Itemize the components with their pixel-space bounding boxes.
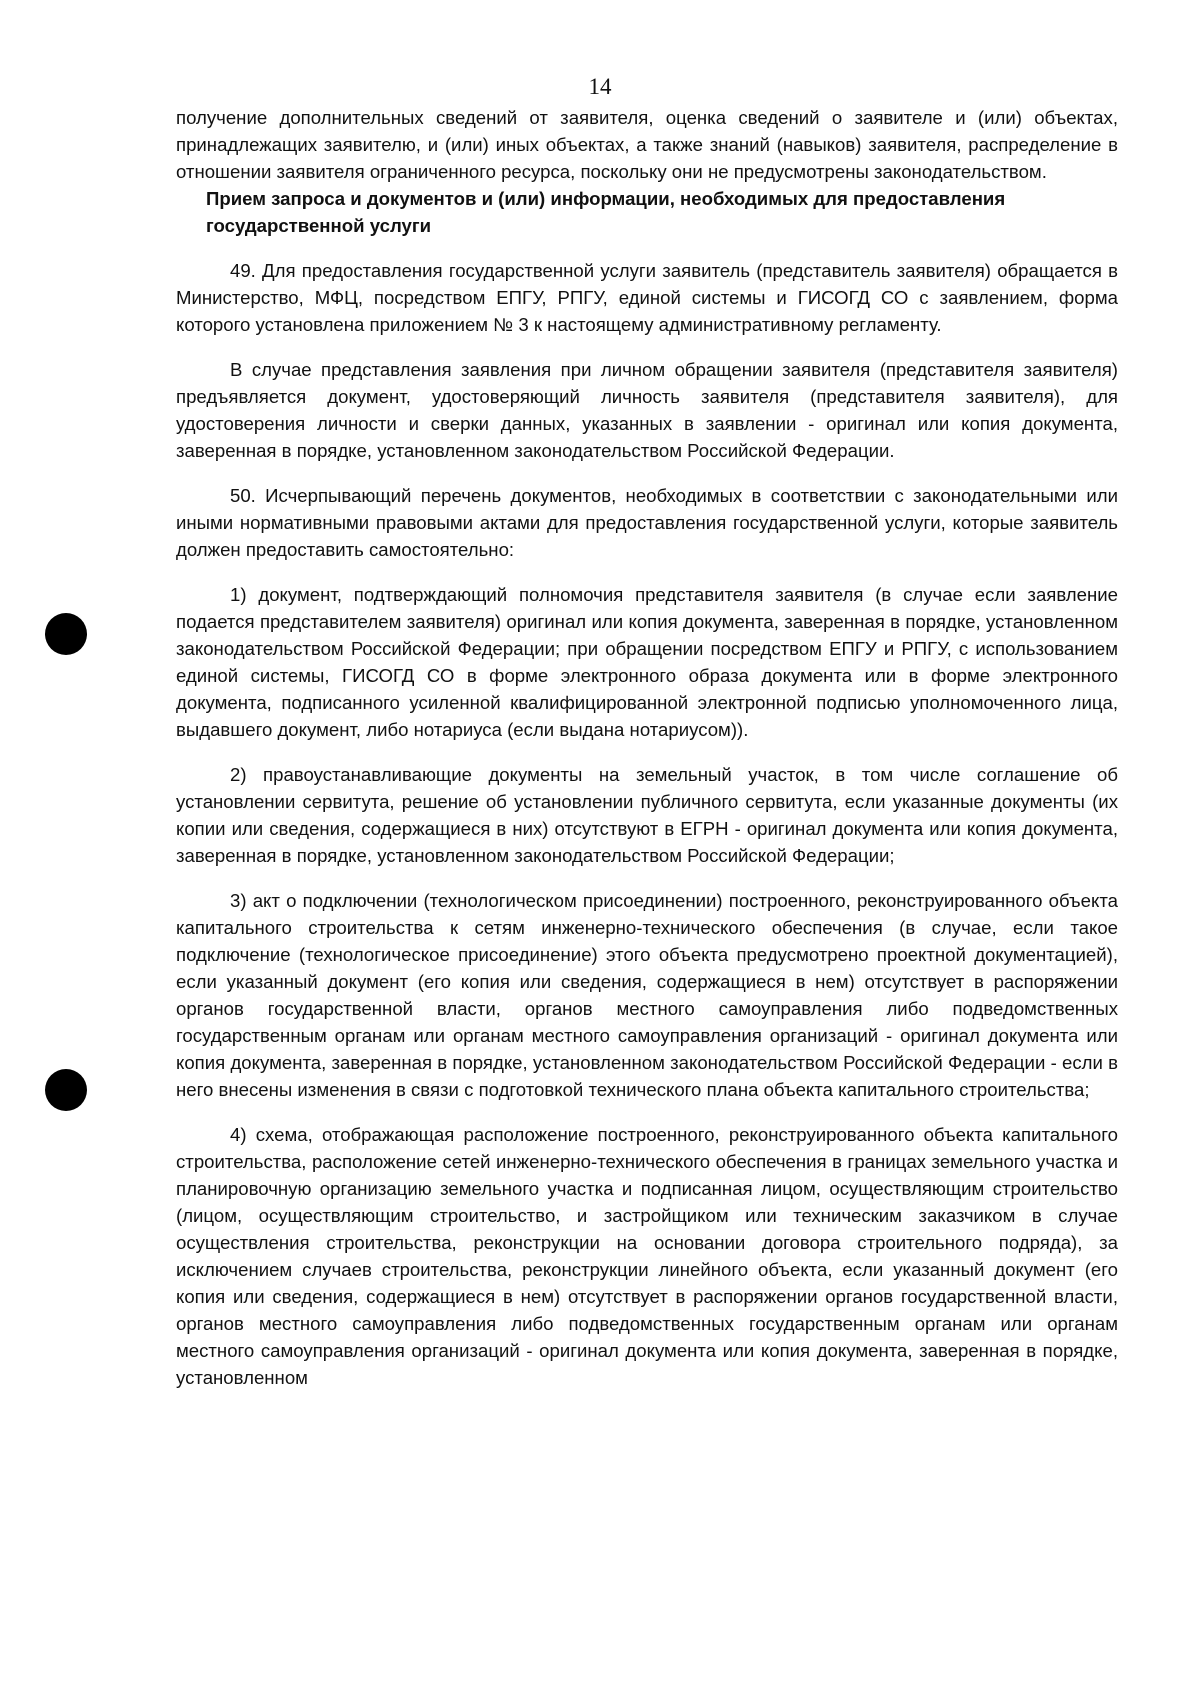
section-heading-line: Прием запроса и документов и (или) информации, необходимых для предоставления: [206, 188, 1006, 209]
paragraph-50: 50. Исчерпывающий перечень документов, необходимых в соответствии с законодательными или иными нормативными правовыми актами для предоставления государственной услуги, которые заявитель должен предоставить самостоятельно:: [176, 485, 1118, 560]
paragraph-continuation: получение дополнительных сведений от заявителя, оценка сведений о заявителе и (или) объектах, принадлежащих заявителю, и (или) иных объектах, а также знаний (навыков) заявителя, распределение в отношении заявителя ограниченного ресурса, поскольку они не предусмотрены законодательством.: [176, 107, 1118, 182]
document-body: [176, 104, 1118, 1391]
punch-hole-mark: [45, 613, 87, 655]
paragraph-49: 49. Для предоставления государственной услуги заявитель (представитель заявителя) обращается в Министерство, МФЦ, посредством ЕПГУ, РПГУ, единой системы и ГИСОГД СО с заявлением, форма которого установлена приложением № 3 к настоящему административному регламенту.: [176, 260, 1118, 335]
punch-hole-mark: [45, 1069, 87, 1111]
list-item-4: 4) схема, отображающая расположение построенного, реконструированного объекта капитального строительства, расположение сетей инженерно-технического обеспечения в границах земельного участка и планировочную организацию земельного участка и подписанная лицом, осуществляющим строительство (лицом, осуществляющим строительство, и застройщиком или техническим заказчиком в случае осуществления строительства, реконструкции на основании договора строительного подряда), за исключением случаев строительства, реконструкции линейного объекта, если указанный документ (его копия или сведения, содержащиеся в нем) отсутствует в распоряжении органов государственной власти, органов местного самоуправления либо подведомственных государственным органам или органам местного самоуправления организаций - оригинал документа или копия документа, заверенная в порядке, установленном: [176, 1124, 1118, 1388]
list-item-2: 2) правоустанавливающие документы на земельный участок, в том числе соглашение об установлении сервитута, решение об установлении публичного сервитута, если указанные документы (их копии или сведения, содержащиеся в них) отсутствуют в ЕГРН - оригинал документа или копия документа, заверенная в порядке, установленном законодательством Российской Федерации;: [176, 764, 1118, 866]
list-item-1: 1) документ, подтверждающий полномочия представителя заявителя (в случае если заявление подается представителем заявителя) оригинал или копия документа, заверенная в порядке, установленном законодательством Российской Федерации; при обращении посредством ЕПГУ и РПГУ, с использованием единой системы, ГИСОГД СО в форме электронного образа документа или в форме электронного документа, подписанного усиленной квалифицированной электронной подписью уполномоченного лица, выдавшего документ, либо нотариуса (если выдана нотариусом)).: [176, 584, 1118, 740]
page-number: 14: [588, 74, 612, 99]
list-item-3: 3) акт о подключении (технологическом присоединении) построенного, реконструированного объекта капитального строительства к сетям инженерно-технического обеспечения (в случае, если такое подключение (технологическое присоединение) этого объекта предусмотрено проектной документацией), если указанный документ (его копия или сведения, содержащиеся в нем) отсутствует в распоряжении органов государственной власти, органов местного самоуправления либо подведомственных государственным органам или органам местного самоуправления организаций - оригинал документа или копия документа, заверенная в порядке, установленном законодательством Российской Федерации - если в него внесены изменения в связи с подготовкой технического плана объекта капитального строительства;: [176, 890, 1118, 1100]
section-heading-line: государственной услуги: [206, 215, 432, 236]
paragraph-49-personal-appeal: В случае представления заявления при личном обращении заявителя (представителя заявителя) предъявляется документ, удостоверяющий личность заявителя (представителя заявителя), для удостоверения личности и сверки данных, указанных в заявлении - оригинал или копия документа, заверенная в порядке, установленном законодательством Российской Федерации.: [176, 359, 1118, 461]
section-heading: [176, 185, 1118, 239]
